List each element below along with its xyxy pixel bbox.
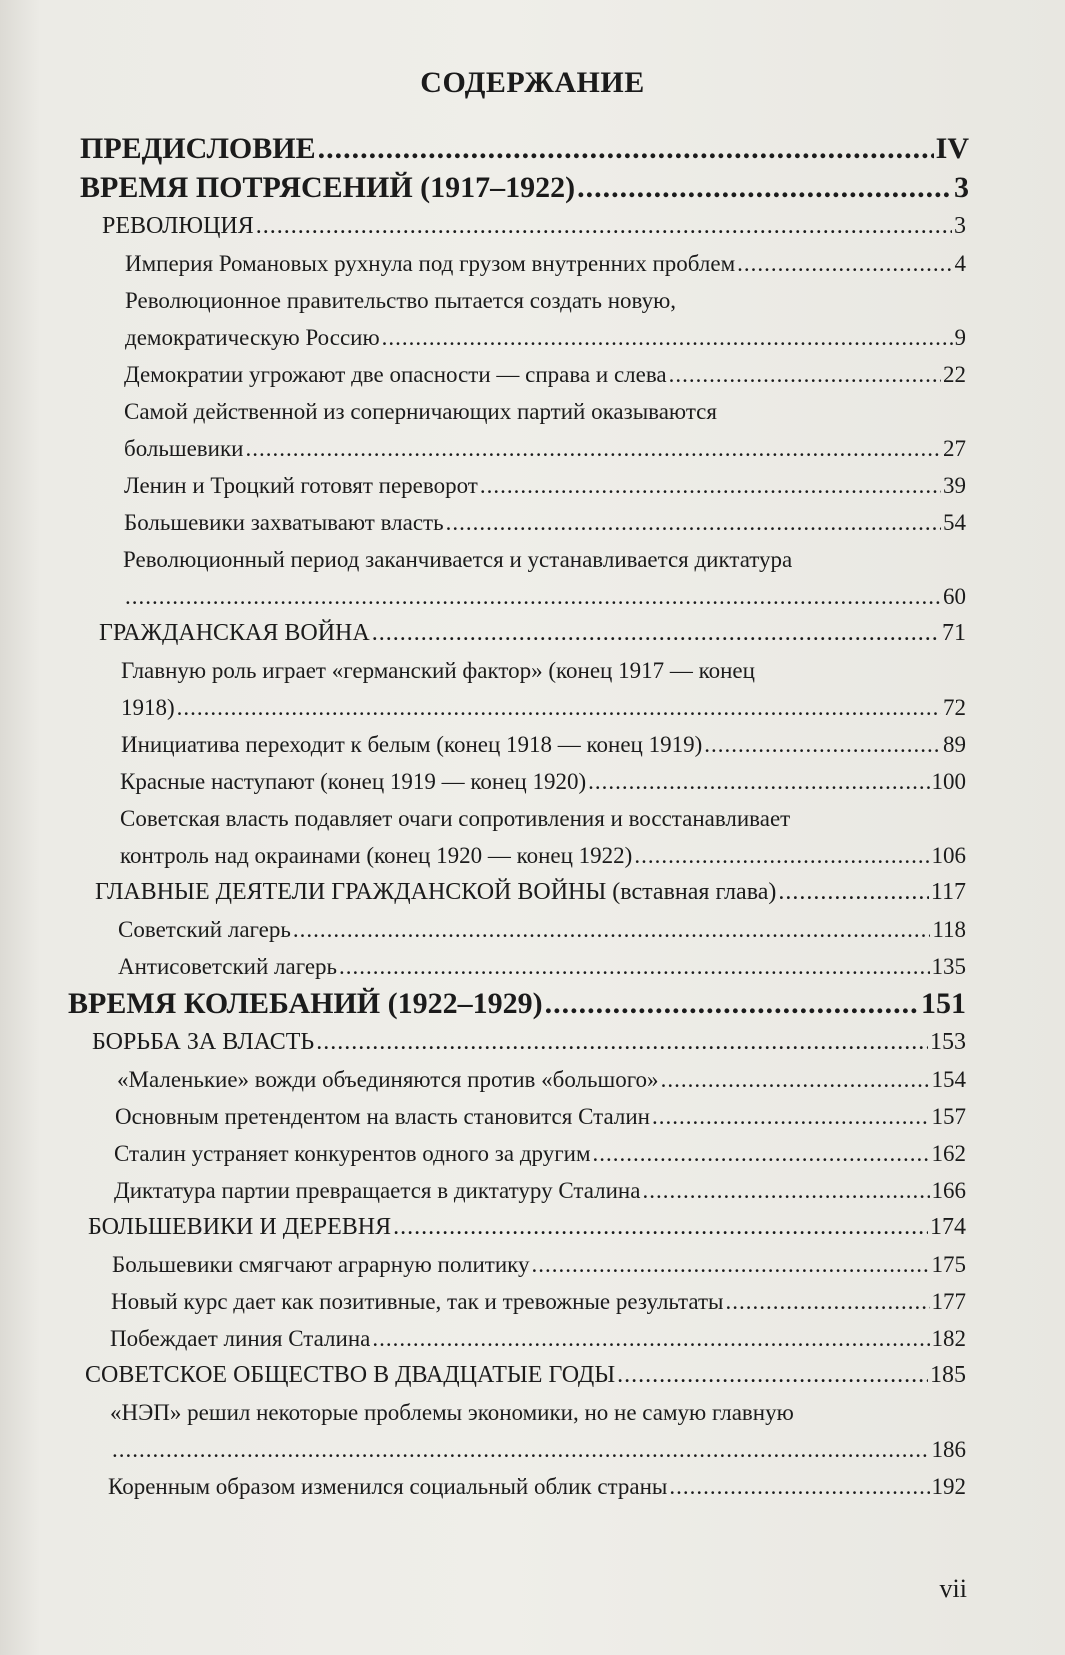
- table-of-contents: [0, 130, 1065, 1505]
- toc-entry-text: Диктатура партии превращается в диктатуру Сталина: [114, 1178, 641, 1203]
- dot-leader: [661, 1061, 930, 1098]
- toc-entry-text: 1918): [121, 695, 175, 720]
- toc-entry-text: Империя Романовых рухнула под грузом внутренних проблем: [125, 251, 736, 276]
- toc-section: [118, 911, 966, 948]
- dot-leader: [339, 948, 929, 985]
- page-number: vii: [939, 1574, 967, 1603]
- toc-section: [111, 1283, 966, 1320]
- toc-part: [68, 985, 966, 1022]
- toc-page-number: 117: [930, 879, 966, 905]
- dot-leader: [245, 430, 941, 467]
- toc-page-number: 54: [943, 510, 966, 535]
- toc-page-number: 27: [943, 436, 966, 461]
- toc-entry-text: Основным претендентом на власть становится Сталин: [115, 1104, 650, 1129]
- toc-page-number: 39: [943, 473, 966, 498]
- toc-entry-text: РЕВОЛЮЦИЯ: [102, 213, 254, 239]
- toc-entry-text: ПРЕДИСЛОВИЕ: [80, 132, 316, 165]
- dot-leader: [642, 1172, 929, 1209]
- toc-section: [123, 541, 966, 615]
- dot-leader: [256, 208, 952, 245]
- toc-chapter: [85, 1357, 966, 1394]
- toc-section: [117, 1061, 966, 1098]
- toc-chapter: [92, 1024, 966, 1061]
- toc-entry-text-line1: Советская власть подавляет очаги сопротивления и восстанавливает: [120, 806, 791, 831]
- toc-page-number: 9: [954, 325, 966, 350]
- dot-leader: [737, 245, 952, 282]
- toc-page-number: IV: [935, 132, 969, 165]
- toc-entry-text-line1: Главную роль играет «германский фактор» (конец 1917 — конец: [121, 658, 755, 683]
- toc-chapter: [102, 208, 966, 245]
- dot-leader: [125, 578, 941, 615]
- toc-page-number: 4: [954, 251, 966, 276]
- toc-section: [112, 1246, 966, 1283]
- toc-section: [124, 467, 966, 504]
- dot-leader: [480, 467, 941, 504]
- toc-entry-text: Советский лагерь: [118, 917, 291, 942]
- toc-section: [124, 504, 966, 541]
- toc-section: [121, 726, 966, 763]
- toc-page-number: 89: [943, 732, 966, 757]
- toc-page-number: 135: [931, 954, 966, 979]
- toc-page-number: 3: [954, 213, 966, 239]
- toc-chapter: [88, 1209, 966, 1246]
- toc-entry-text: ВРЕМЯ КОЛЕБАНИЙ (1922–1929): [68, 987, 543, 1020]
- toc-page-number: 186: [931, 1437, 966, 1462]
- page-title: СОДЕРЖАНИЕ: [420, 66, 645, 99]
- dot-leader: [617, 1357, 928, 1394]
- toc-section: [110, 1320, 966, 1357]
- toc-entry-text: «Маленькие» вожди объединяются против «большого»: [117, 1067, 659, 1092]
- toc-entry-text: Новый курс дает как позитивные, так и тревожные результаты: [111, 1289, 724, 1314]
- toc-section: [110, 1394, 966, 1468]
- toc-section: [118, 948, 966, 985]
- toc-entry-text: СОВЕТСКОЕ ОБЩЕСТВО В ДВАДЦАТЫЕ ГОДЫ: [85, 1362, 616, 1388]
- dot-leader: [652, 1098, 930, 1135]
- toc-entry-text: Инициатива переходит к белым (конец 1918 — конец 1919): [121, 732, 703, 757]
- toc-section: [120, 800, 966, 874]
- toc-section: [120, 763, 966, 800]
- toc-page-number: 162: [931, 1141, 966, 1166]
- dot-leader: [669, 356, 941, 393]
- dot-leader: [372, 1320, 929, 1357]
- toc-page-number: 22: [943, 362, 966, 387]
- toc-section: [125, 245, 966, 282]
- toc-entry-text: Демократии угрожают две опасности — справа и слева: [124, 362, 667, 387]
- dot-leader: [446, 504, 941, 541]
- toc-page-number: 60: [943, 584, 966, 609]
- toc-entry-text: Коренным образом изменился социальный облик страны: [108, 1474, 668, 1499]
- toc-page-number: 153: [930, 1029, 966, 1055]
- toc-part: [80, 130, 969, 167]
- toc-entry-text: контроль над окраинами (конец 1920 — конец 1922): [120, 843, 633, 868]
- toc-entry-text: Ленин и Троцкий готовят переворот: [124, 473, 478, 498]
- dot-leader: [726, 1283, 930, 1320]
- toc-entry-text-line1: Революционный период заканчивается и устанавливается диктатура: [123, 547, 793, 572]
- dot-leader: [316, 1024, 928, 1061]
- dot-leader: [293, 911, 930, 948]
- dot-leader: [577, 169, 952, 206]
- dot-leader: [545, 985, 919, 1022]
- dot-leader: [177, 689, 941, 726]
- toc-page-number: 154: [931, 1067, 966, 1092]
- toc-page-number: 71: [942, 620, 966, 646]
- toc-entry-text: Сталин устраняет конкурентов одного за другим: [114, 1141, 591, 1166]
- toc-page-number: 106: [931, 843, 966, 868]
- toc-page-number: 177: [931, 1289, 966, 1314]
- toc-section: [125, 282, 966, 356]
- toc-page-number: 118: [932, 917, 966, 942]
- toc-entry-text-line1: «НЭП» решил некоторые проблемы экономики, но не самую главную: [110, 1400, 794, 1425]
- dot-leader: [634, 837, 929, 874]
- dot-leader: [393, 1209, 928, 1246]
- toc-section: [124, 393, 966, 467]
- toc-section: [115, 1098, 966, 1135]
- dot-leader: [112, 1431, 930, 1468]
- dot-leader: [382, 319, 953, 356]
- toc-entry-text: ГРАЖДАНСКАЯ ВОЙНА: [99, 620, 370, 646]
- toc-section: [124, 356, 966, 393]
- toc-section: [108, 1468, 966, 1505]
- toc-section: [121, 652, 966, 726]
- toc-entry-text-line1: Революционное правительство пытается создать новую,: [125, 288, 677, 313]
- toc-entry-text: БОРЬБА ЗА ВЛАСТЬ: [92, 1029, 315, 1055]
- dot-leader: [588, 763, 929, 800]
- toc-page-number: 72: [943, 695, 966, 720]
- toc-entry-text: Большевики смягчают аграрную политику: [112, 1252, 530, 1277]
- toc-section: [114, 1172, 966, 1209]
- toc-page-number: 3: [954, 171, 969, 204]
- toc-page-number: 151: [921, 987, 966, 1020]
- toc-page-number: 192: [931, 1474, 966, 1499]
- toc-chapter: [95, 874, 966, 911]
- toc-section: [114, 1135, 966, 1172]
- toc-entry-text: большевики: [124, 436, 244, 461]
- dot-leader: [669, 1468, 929, 1505]
- dot-leader: [318, 130, 934, 167]
- toc-entry-text: Побеждает линия Сталина: [110, 1326, 371, 1351]
- toc-page-number: 157: [931, 1104, 966, 1129]
- toc-entry-text-line1: Самой действенной из соперничающих партий оказываются: [124, 399, 717, 424]
- toc-entry-text: Антисоветский лагерь: [118, 954, 338, 979]
- dot-leader: [704, 726, 941, 763]
- toc-entry-text: ВРЕМЯ ПОТРЯСЕНИЙ (1917–1922): [80, 171, 576, 204]
- toc-entry-text: демократическую Россию: [125, 325, 380, 350]
- toc-page-number: 175: [931, 1252, 966, 1277]
- toc-entry-text: Красные наступают (конец 1919 — конец 1920): [120, 769, 587, 794]
- dot-leader: [778, 874, 929, 911]
- dot-leader: [593, 1135, 930, 1172]
- dot-leader: [372, 615, 940, 652]
- toc-page-number: 185: [930, 1362, 966, 1388]
- toc-chapter: [99, 615, 966, 652]
- dot-leader: [532, 1246, 930, 1283]
- toc-page-number: 174: [930, 1214, 966, 1240]
- toc-entry-text: БОЛЬШЕВИКИ И ДЕРЕВНЯ: [88, 1214, 392, 1240]
- toc-page-number: 100: [931, 769, 966, 794]
- toc-part: [80, 169, 969, 206]
- toc-entry-text: ГЛАВНЫЕ ДЕЯТЕЛИ ГРАЖДАНСКОЙ ВОЙНЫ (вставная глава): [95, 879, 777, 905]
- toc-page-number: 182: [931, 1326, 966, 1351]
- toc-entry-text: Большевики захватывают власть: [124, 510, 444, 535]
- toc-page-number: 166: [931, 1178, 966, 1203]
